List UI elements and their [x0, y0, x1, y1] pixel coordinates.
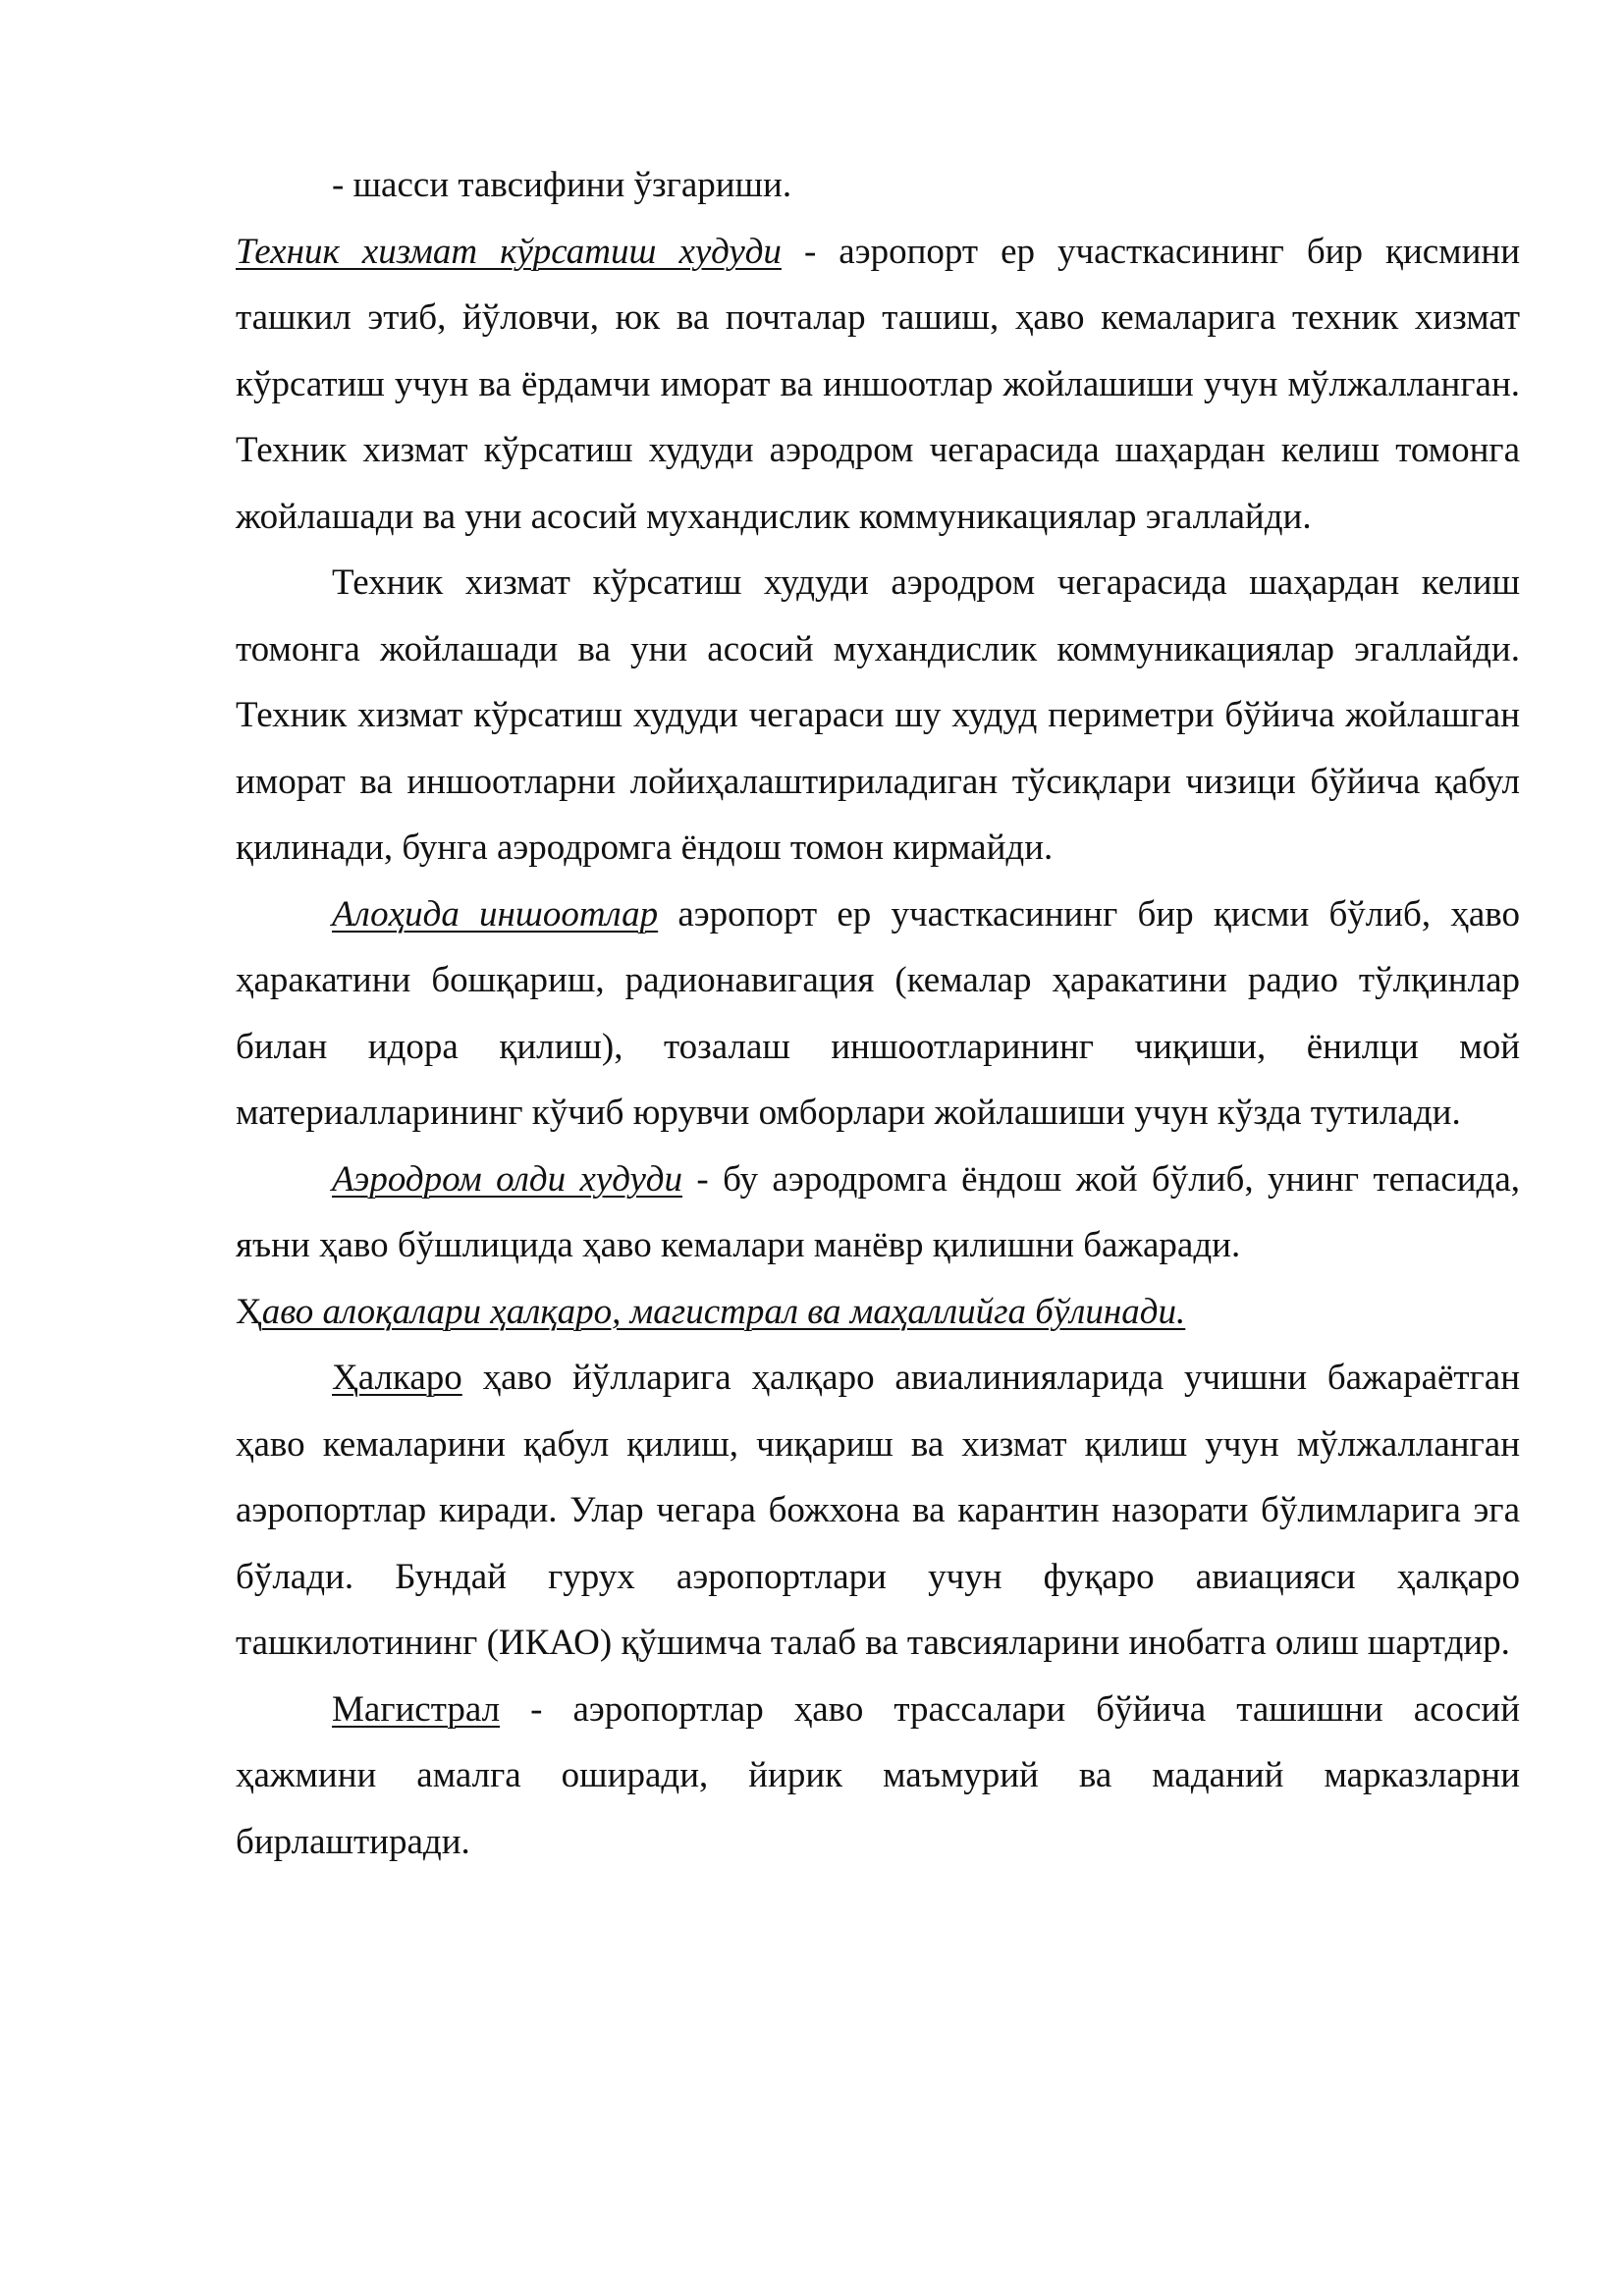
term-separate-facilities: Алоҳида иншоотлар	[332, 893, 659, 934]
paragraph-text: - бу аэродромга ёндош жой бўлиб, унинг тепасида, яъни ҳаво бўшлицида ҳаво кемалари манёвр қилишни бажаради.	[236, 1158, 1520, 1265]
paragraph-text: Техник хизмат кўрсатиш худуди аэродром чегарасида шаҳардан келиш томонга жойлашади ва уни асосий мухандислик коммуникациялар эгаллайди. Техник хизмат кўрсатиш худуди чегараси шу худуд периметри бўйича жойлашган иморат ва иншоотларни лойиҳалаштириладиган тўсиқлари чизици бўйича қабул қилинади, бунга аэродромга ёндош томон кирмайди.	[236, 562, 1520, 868]
paragraph-text: ҳаво йўлларига ҳалқаро авиалинияларида учишни бажараётган ҳаво кемаларини қабул қилиш, чиқариш ва хизмат қилиш учун мўлжалланган аэропортлар киради. Улар чегара божхона ва карантин назорати бўлимларига эга бўлади. Бундай гурух аэропортлари учун фуқаро авиацияси ҳалқаро ташкилотининг (ИКАО) қўшимча талаб ва тавсияларини инобатга олиш шартдир.	[236, 1358, 1520, 1663]
term-trunk: Магистрал	[332, 1688, 501, 1730]
paragraph-text: - шасси тавсифини ўзгариши.	[332, 165, 792, 205]
paragraph-text: аэропорт ер участкасининг бир қисми бўлиб, ҳаво ҳаракатини бошқариш, радионавигация (кемалар ҳаракатини радио тўлқинлар билан идора қилиш), тозалаш иншоотларининг чиқиши, ёнилци мой материалларининг кўчиб юрувчи омборлари жойлашиши учун кўзда тутилади.	[236, 893, 1520, 1133]
heading-air-links-classification: аво алоқалари ҳалқаро, магистрал ва маҳаллийга бўлинади.	[261, 1291, 1186, 1332]
paragraph-technical-service-boundary	[236, 550, 1520, 881]
paragraph-text: - аэропорт ер участкасининг бир қисмини ташкил этиб, йўловчи, юк ва почталар ташиш, ҳаво кемаларига техник хизмат кўрсатиш учун ва ёрдамчи иморат ва иншоотлар жойлашиши учун мўлжалланган. Техник хизмат кўрсатиш худуди аэродром чегарасида шаҳардан келиш томонга жойлашади ва уни асосий мухандислик коммуникациялар эгаллайди.	[236, 231, 1520, 537]
paragraph-chassis-change	[236, 152, 1520, 219]
term-technical-service-area: Техник хизмат кўрсатиш худуди	[236, 231, 782, 272]
term-international: Ҳалкаро	[332, 1358, 462, 1398]
paragraph-aerodrome-vicinity	[236, 1147, 1520, 1279]
paragraph-text: - аэропортлар ҳаво трассалари бўйича ташишни асосий ҳажмини амалга оширади, йирик маъмурий ва маданий марказларни бирлаштиради.	[236, 1688, 1520, 1862]
paragraph-trunk	[236, 1677, 1520, 1876]
paragraph-technical-service-area	[236, 219, 1520, 551]
document-page	[236, 152, 1520, 1875]
term-aerodrome-vicinity: Аэродром олди худуди	[332, 1158, 682, 1200]
paragraph-air-links-classification	[236, 1279, 1520, 1346]
paragraph-international	[236, 1345, 1520, 1677]
paragraph-separate-facilities	[236, 881, 1520, 1147]
heading-lead-letter: Ҳ	[236, 1291, 262, 1332]
